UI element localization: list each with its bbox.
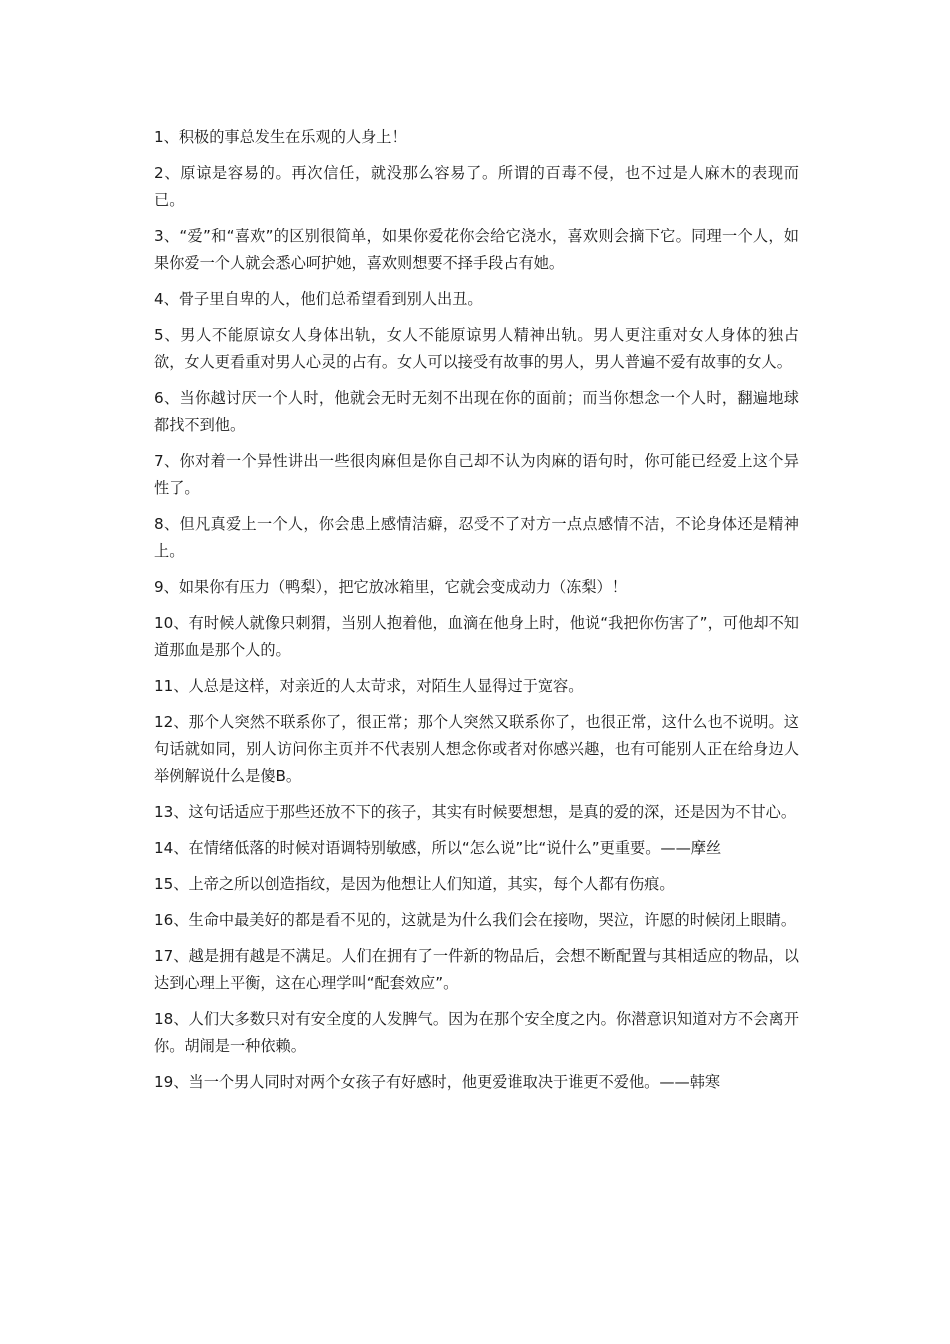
quote-8: 8、但凡真爱上一个人，你会患上感情洁癖，忍受不了对方一点点感情不洁，不论身体还是精神上。 xyxy=(154,515,799,560)
quote-16: 16、生命中最美好的都是看不见的，这就是为什么我们会在接吻，哭泣，许愿的时候闭上眼睛。 xyxy=(154,911,797,929)
quote-18: 18、人们大多数只对有安全度的人发脾气。因为在那个安全度之内。你潜意识知道对方不会离开你。胡闹是一种依赖。 xyxy=(154,1010,799,1055)
quote-10: 10、有时候人就像只刺猬，当别人抱着他，血滴在他身上时，他说“我把你伤害了”，可他却不知道那血是那个人的。 xyxy=(154,614,799,659)
quote-5: 5、男人不能原谅女人身体出轨，女人不能原谅男人精神出轨。男人更注重对女人身体的独占欲，女人更看重对男人心灵的占有。女人可以接受有故事的男人，男人普遍不爱有故事的女人。 xyxy=(154,326,799,371)
quote-17: 17、越是拥有越是不满足。人们在拥有了一件新的物品后，会想不断配置与其相适应的物品，以达到心理上平衡，这在心理学叫“配套效应”。 xyxy=(154,947,799,992)
quote-9: 9、如果你有压力（鸭梨），把它放冰箱里，它就会变成动力（冻梨）！ xyxy=(154,578,627,596)
quote-13: 13、这句话适应于那些还放不下的孩子，其实有时候要想想，是真的爱的深，还是因为不甘心。 xyxy=(154,803,797,821)
quote-1: 1、积极的事总发生在乐观的人身上！ xyxy=(154,128,407,146)
quote-19: 19、当一个男人同时对两个女孩子有好感时，他更爱谁取决于谁更不爱他。——韩寒 xyxy=(154,1073,721,1091)
quote-7: 7、你对着一个异性讲出一些很肉麻但是你自己却不认为肉麻的语句时，你可能已经爱上这个异性了。 xyxy=(154,452,799,497)
quote-12: 12、那个人突然不联系你了，很正常；那个人突然又联系你了，也很正常，这什么也不说明。这句话就如同，别人访问你主页并不代表别人想念你或者对你感兴趣，也有可能别人正在给身边人举例解说什么是傻B。 xyxy=(154,713,799,785)
document-page xyxy=(154,124,799,1105)
quote-2: 2、原谅是容易的。再次信任，就没那么容易了。所谓的百毒不侵，也不过是人麻木的表现而已。 xyxy=(154,164,799,209)
quote-6: 6、当你越讨厌一个人时，他就会无时无刻不出现在你的面前；而当你想念一个人时，翻遍地球都找不到他。 xyxy=(154,389,799,434)
quote-15: 15、上帝之所以创造指纹，是因为他想让人们知道，其实，每个人都有伤痕。 xyxy=(154,875,675,893)
quote-14: 14、在情绪低落的时候对语调特别敏感，所以“怎么说”比“说什么”更重要。——摩丝 xyxy=(154,839,722,857)
quote-11: 11、人总是这样，对亲近的人太苛求，对陌生人显得过于宽容。 xyxy=(154,677,584,695)
quote-3: 3、“爱”和“喜欢”的区别很简单，如果你爱花你会给它浇水，喜欢则会摘下它。同理一个人，如果你爱一个人就会悉心呵护她，喜欢则想要不择手段占有她。 xyxy=(154,227,799,272)
quote-4: 4、骨子里自卑的人，他们总希望看到别人出丑。 xyxy=(154,290,483,308)
